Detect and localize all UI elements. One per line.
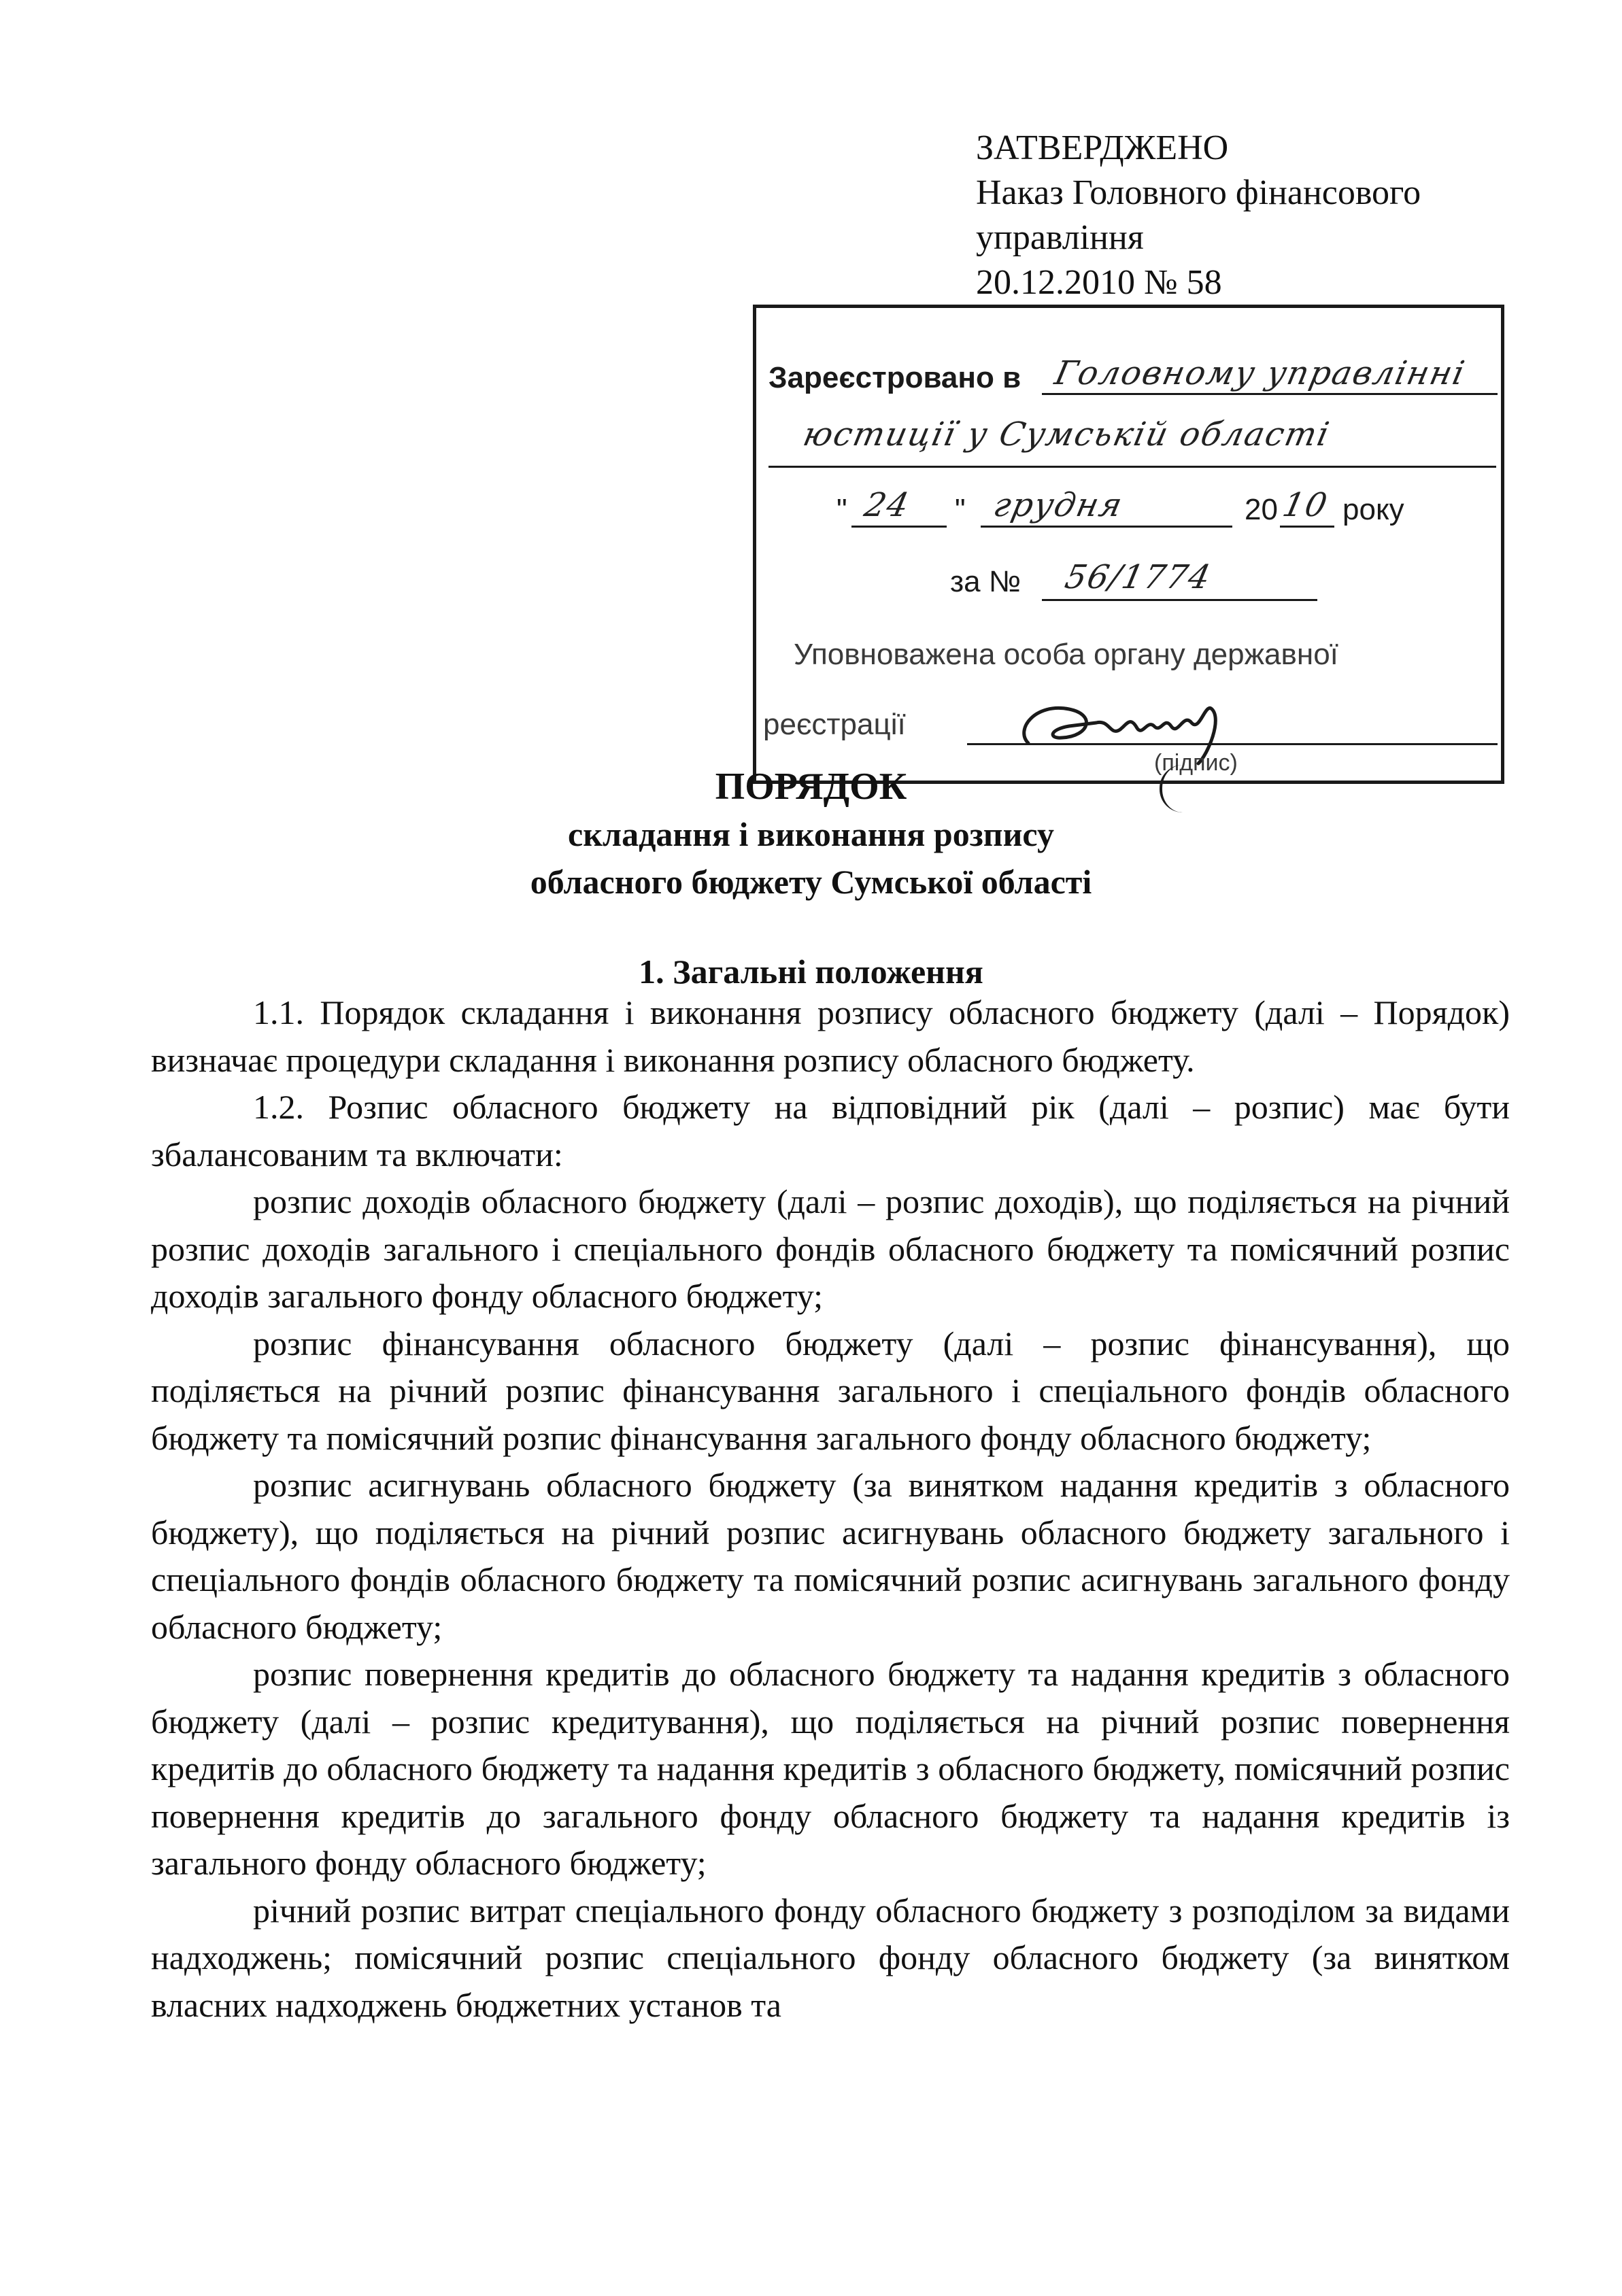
stamp-underline-1 [1042, 393, 1498, 395]
paragraph-special-fund: річний розпис витрат спеціального фонду обласного бюджету з розподілом за видами надходжень; помісячний розпис спеціального фонду обласного бюджету (за винятком власних надходжень бюджетних установ та [151, 1891, 1510, 2024]
approval-line-2: Наказ Головного фінансового [976, 173, 1421, 212]
paragraph-1-2: 1.2. Розпис обласного бюджету на відповідний рік (далі – розпис) має бути збалансованим та включати: [151, 1088, 1510, 1173]
stamp-underline-day [851, 526, 947, 528]
document-subtitle-2: обласного бюджету Сумської області [530, 863, 1092, 901]
paragraph-financing: розпис фінансування обласного бюджету (далі – розпис фінансування), що поділяється на річний розпис фінансування загального і спеціального фондів обласного бюджету та помісячний розпис фінансування загального фонду обласного бюджету; [151, 1324, 1510, 1457]
approval-block [976, 126, 1421, 305]
stamp-officer-line-1: Уповноважена особа органу державної [794, 638, 1338, 671]
registration-stamp: Зареєстровано в Головному управлінні юстиції у Сумській області " 24 " грудня 20 10 року за № 56/1774 Уповноважена особа органу державної реєстрації (підпис) [753, 305, 1504, 784]
paragraph-revenue: розпис доходів обласного бюджету (далі – розпис доходів), що поділяється на річний розпис доходів загального і спеціального фондів обласного бюджету та помісячний розпис доходів загального фонду обласного бюджету; [151, 1182, 1510, 1315]
stamp-year-word: року [1342, 493, 1404, 526]
stamp-underline-year [1280, 526, 1334, 528]
stamp-handwritten-office-2: юстиції у Сумській області [800, 415, 1334, 453]
stamp-underline-number [1042, 599, 1317, 601]
paragraph-crediting: розпис повернення кредитів до обласного бюджету та надання кредитів з обласного бюджету (далі – розпис кредитування), що поділяється на річний розпис повернення кредитів до обласного бюджету та надання кредитів з обласного бюджету, помісячний розпис повернення кредитів до загального фонду обласного бюджету та надання кредитів із загального фонду обласного бюджету; [151, 1655, 1510, 1882]
stamp-underline-2 [768, 466, 1496, 468]
stamp-year-suffix: 10 [1279, 486, 1332, 524]
approval-line-3: управління [976, 218, 1144, 257]
stamp-number-label: за № [950, 565, 1021, 598]
stamp-officer-line-2: реєстрації [763, 708, 906, 741]
paragraph-1-1: 1.1. Порядок складання і виконання розпису обласного бюджету (далі – Порядок) визначає процедури складання і виконання розпису обласного бюджету. [151, 993, 1510, 1079]
paragraph-allocations: розпис асигнувань обласного бюджету (за винятком надання кредитів з обласного бюджету), що поділяється на річний розпис асигнувань обласного бюджету загального і спеціального фондів обласного бюджету та помісячний розпис асигнувань загального фонду обласного бюджету; [151, 1466, 1510, 1646]
stamp-registered-label: Зареєстровано в [768, 361, 1021, 394]
stamp-month: грудня [990, 486, 1127, 524]
stamp-underline-month [981, 526, 1232, 528]
section-1-body [151, 989, 1510, 2029]
stamp-number-value: 56/1774 [1062, 558, 1215, 596]
stamp-year-prefix: 20 [1245, 493, 1278, 526]
approval-line-4: 20.12.2010 № 58 [976, 263, 1222, 302]
stamp-day: 24 [861, 486, 914, 524]
stamp-signature-caption: (підпис) [1154, 750, 1238, 776]
approval-line-1: ЗАТВЕРДЖЕНО [976, 128, 1229, 167]
document-heading: ПОРЯДОК [715, 766, 907, 808]
document-subtitle-1: складання і виконання розпису [568, 815, 1054, 853]
section-1-heading: 1. Загальні положення [639, 953, 983, 991]
stamp-handwritten-office-1: Головному управлінні [1051, 354, 1469, 392]
